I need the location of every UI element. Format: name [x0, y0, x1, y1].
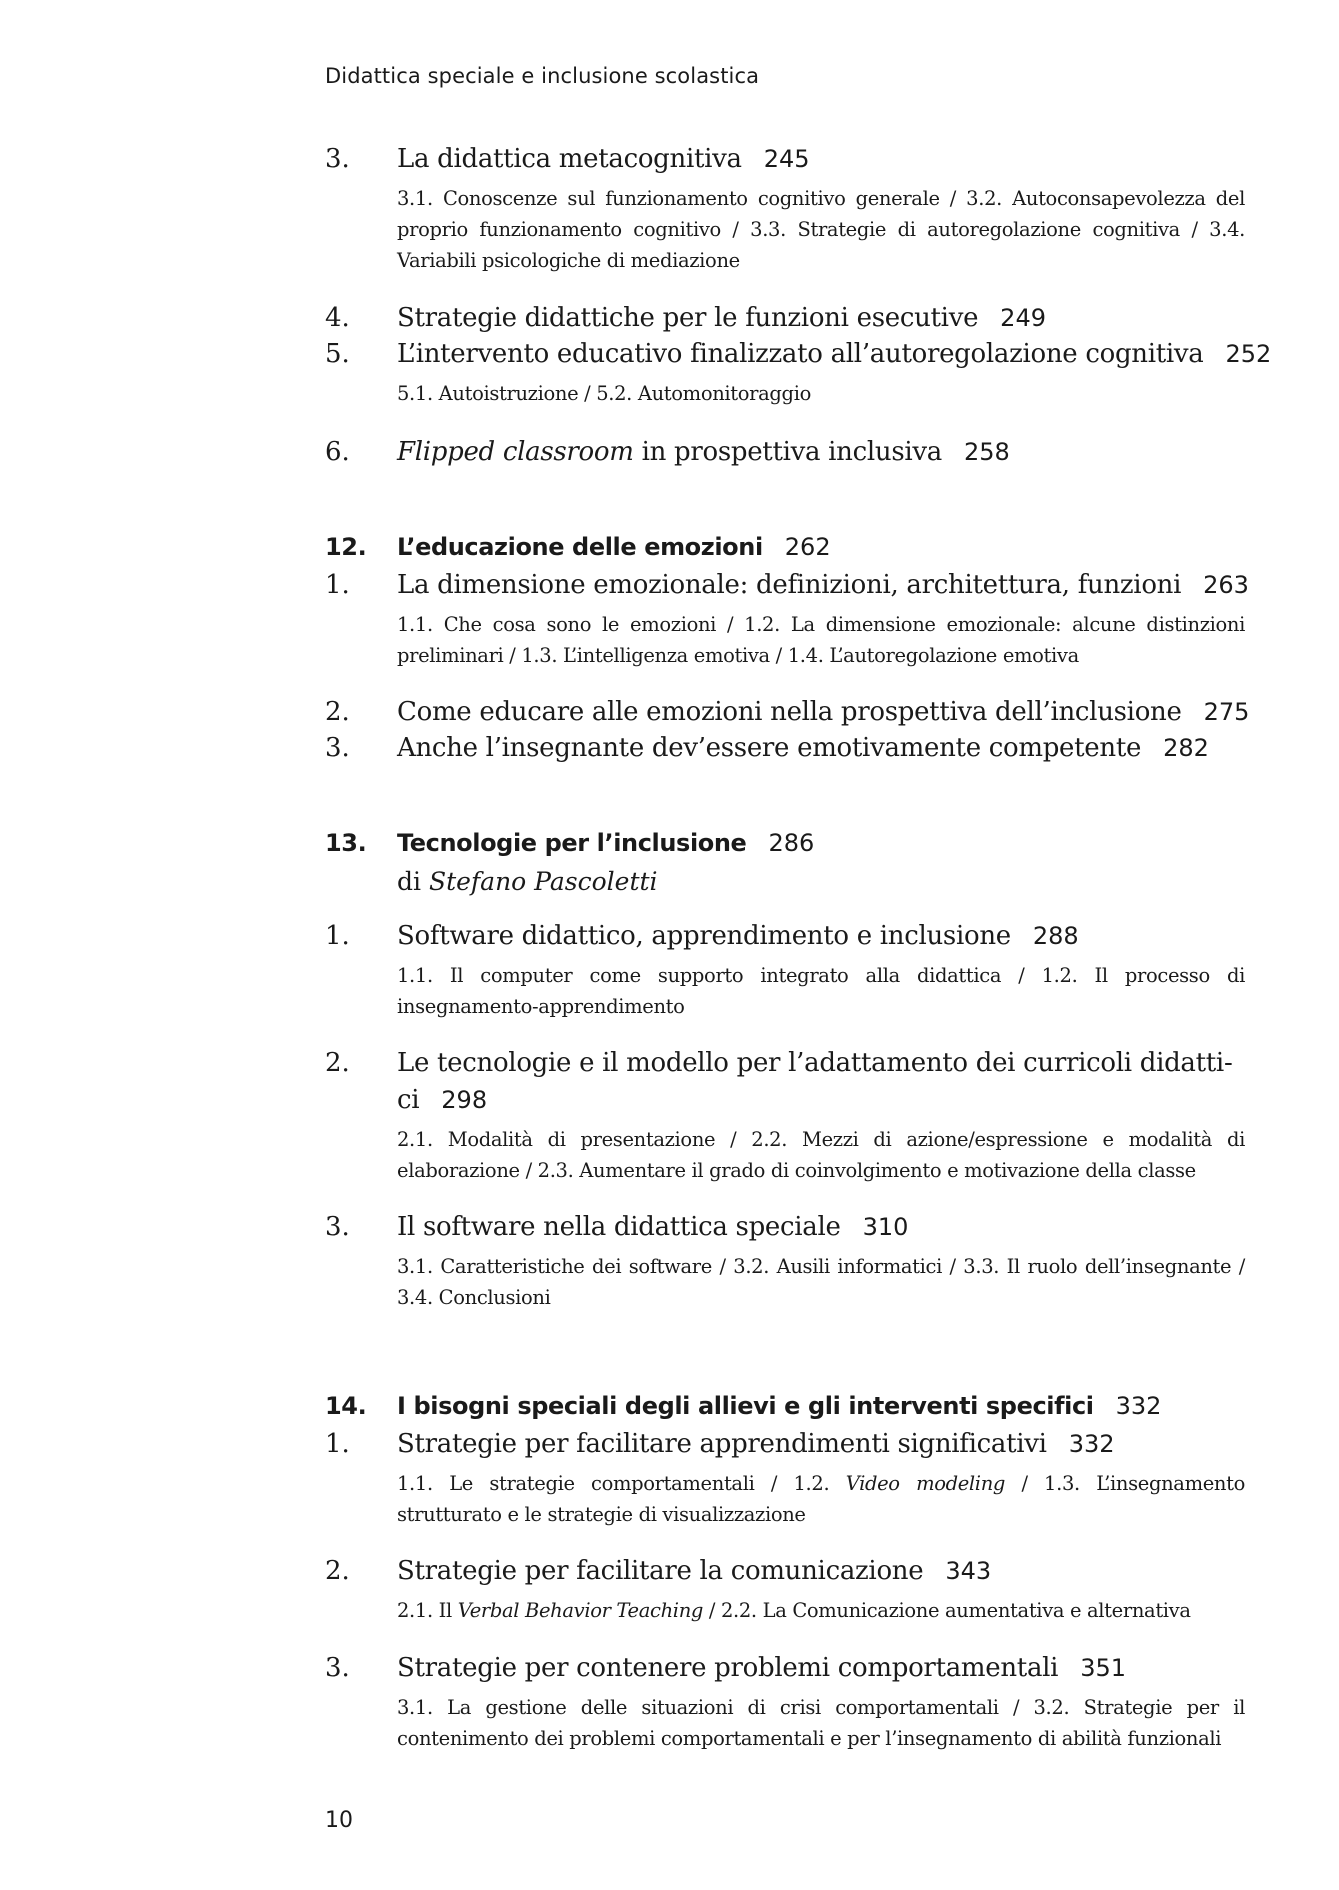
entry-number: 2. [325, 697, 350, 727]
entry-number: 4. [325, 303, 350, 333]
page-number: 332 [1115, 1392, 1162, 1420]
chapter-number: 12. [325, 533, 367, 561]
subsections: 1.1. Che cosa sono le emozioni / 1.2. La dimensione emozionale: alcune distinzioni preliminari / 1.3. L’intelligenza emotiva / 1.4. L’autoregolazione emotiva [397, 613, 1245, 667]
running-head: Didattica speciale e inclusione scolastica [325, 64, 760, 88]
subsections: 2.1. Modalità di presentazione / 2.2. Mezzi di azione/espressione e modalità di elaborazione / 2.3. Aumentare il grado di coinvolgimento e motivazione della classe [397, 1128, 1245, 1182]
entry-number: 1. [325, 570, 350, 600]
subsections: 2.1. Il Verbal Behavior Teaching / 2.2. La Comunicazione aumentativa e alternativa [397, 1599, 1191, 1622]
entry-number: 2. [325, 1048, 350, 1078]
page-number: 263 [1203, 571, 1249, 599]
chapter-number: 14. [325, 1392, 367, 1420]
chapter-number: 13. [325, 829, 367, 857]
entry-title: L’intervento educativo finalizzato all’autoregolazione cognitiva 252 [397, 339, 1272, 369]
page-number: 288 [1032, 922, 1079, 950]
subsections: 3.1. Caratteristiche dei software / 3.2. Ausili informatici / 3.3. Il ruolo dell’insegnante / 3.4. Conclusioni [397, 1255, 1245, 1309]
entry-number: 6. [325, 437, 350, 467]
page-number: 252 [1225, 340, 1272, 368]
page-number: 245 [763, 145, 810, 173]
entry-title: La didattica metacognitiva 245 [397, 144, 810, 174]
chapter-title: Tecnologie per l’inclusione 286 [397, 829, 815, 857]
subsections: 3.1. La gestione delle situazioni di crisi comportamentali / 3.2. Strategie per il contenimento dei problemi comportamentali e per l’insegnamento di abilità funzionali [397, 1696, 1245, 1750]
entry-number: 1. [325, 921, 350, 951]
subsections: 1.1. Le strategie comportamentali / 1.2. Video modeling / 1.3. L’insegnamento strutturato e le strategie di visualizzazione [397, 1472, 1245, 1526]
entry-title: Strategie didattiche per le funzioni esecutive 249 [397, 303, 1046, 333]
page-number: 262 [784, 533, 831, 561]
entry-title: Strategie per facilitare apprendimenti significativi 332 [397, 1429, 1115, 1459]
page-number: 332 [1068, 1430, 1115, 1458]
chapter-author: di Stefano Pascoletti [397, 867, 658, 896]
entry-number: 5. [325, 339, 350, 369]
page-number: 351 [1080, 1654, 1126, 1682]
entry-title: Le tecnologie e il modello per l’adattamento dei curricoli didatti- [397, 1048, 1233, 1078]
subsections: 3.1. Conoscenze sul funzionamento cognitivo generale / 3.2. Autoconsapevolezza del proprio funzionamento cognitivo / 3.3. Strategie di autoregolazione cognitiva / 3.4. Variabili psicologiche di mediazione [397, 187, 1245, 272]
page-number: 286 [768, 829, 815, 857]
chapter-title: I bisogni speciali degli allievi e gli interventi specifici 332 [397, 1392, 1162, 1420]
entry-number: 3. [325, 1653, 350, 1683]
page-number: 249 [1000, 304, 1046, 332]
entry-number: 3. [325, 733, 350, 763]
chapter-title: L’educazione delle emozioni 262 [397, 533, 831, 561]
entry-title: Strategie per contenere problemi comportamentali 351 [397, 1653, 1126, 1683]
entry-title: Anche l’insegnante dev’essere emotivamente competente 282 [397, 733, 1209, 763]
entry-title: Flipped classroom in prospettiva inclusiva 258 [397, 437, 1010, 467]
entry-title: ci 298 [397, 1085, 488, 1115]
page-number: 275 [1203, 698, 1250, 726]
page-folio: 10 [325, 1808, 353, 1833]
page-number: 310 [862, 1213, 909, 1241]
page-number: 258 [964, 438, 1010, 466]
entry-title: Strategie per facilitare la comunicazione 343 [397, 1556, 992, 1586]
page-number: 298 [441, 1086, 488, 1114]
entry-number: 3. [325, 144, 350, 174]
subsections: 5.1. Autoistruzione / 5.2. Automonitoraggio [397, 382, 811, 405]
page-number: 343 [945, 1557, 992, 1585]
entry-number: 1. [325, 1429, 350, 1459]
entry-number: 2. [325, 1556, 350, 1586]
entry-number: 3. [325, 1212, 350, 1242]
entry-title: Il software nella didattica speciale 310 [397, 1212, 909, 1242]
entry-title: Come educare alle emozioni nella prospettiva dell’inclusione 275 [397, 697, 1250, 727]
entry-title: La dimensione emozionale: definizioni, architettura, funzioni 263 [397, 570, 1249, 600]
page-number: 282 [1163, 734, 1209, 762]
subsections: 1.1. Il computer come supporto integrato alla didattica / 1.2. Il processo di insegnamento-apprendimento [397, 964, 1245, 1018]
entry-title: Software didattico, apprendimento e inclusione 288 [397, 921, 1079, 951]
